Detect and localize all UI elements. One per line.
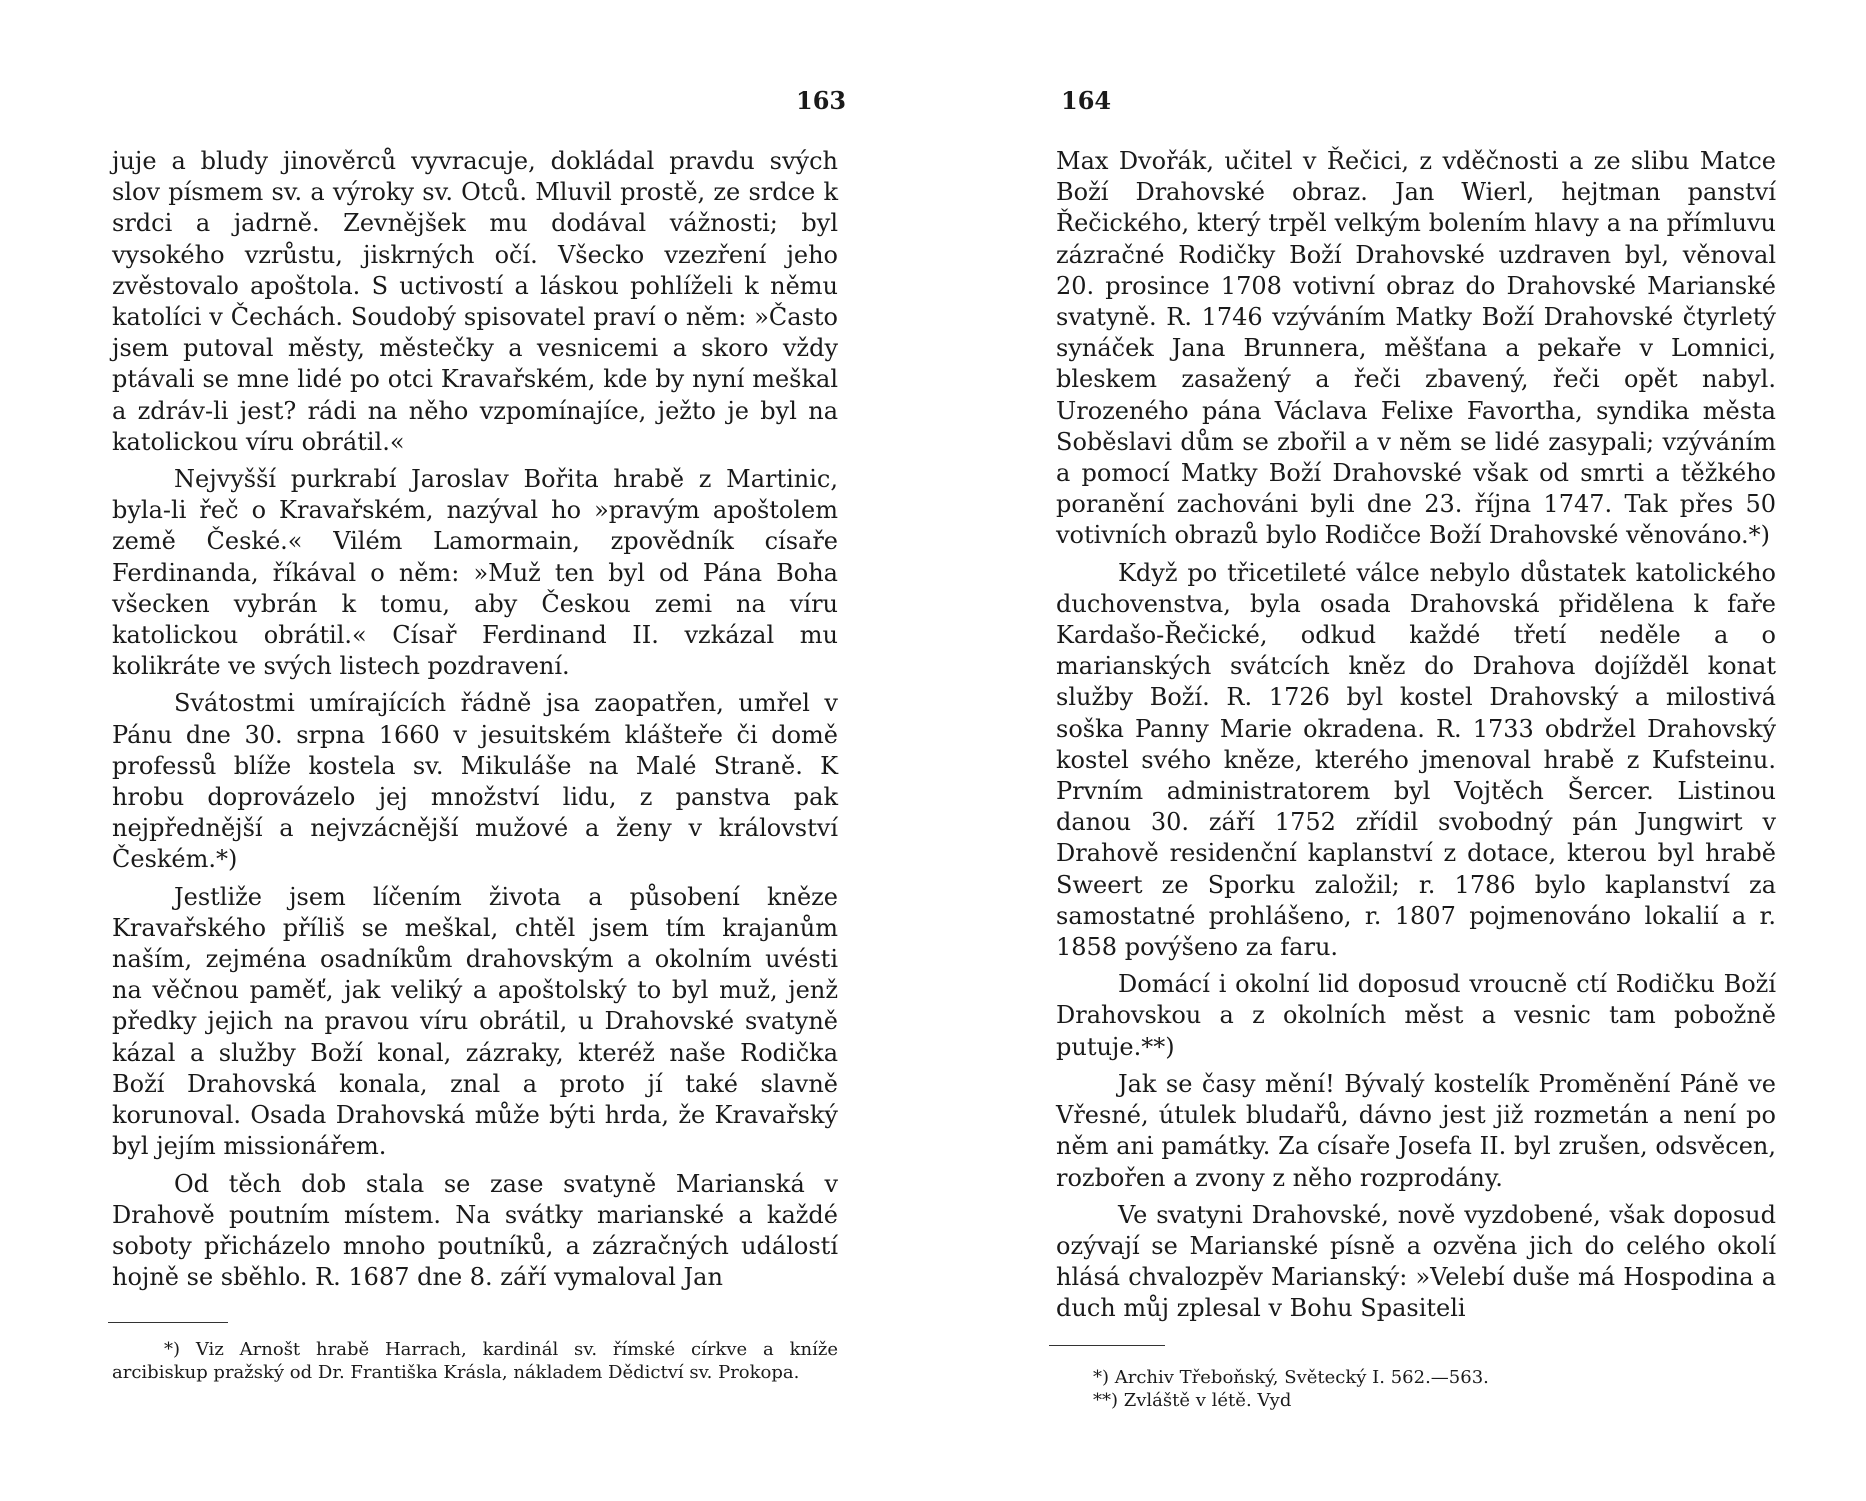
footnotes: [112, 1338, 838, 1384]
paragraph: Svátostmi umírajících řádně jsa zaopatřen, umřel v Pánu dne 30. srpna 1660 v jesuitském klášteře či domě professů blíže kostela sv. Mikuláše na Malé Straně. K hrobu doprovázelo jej množství lidu, z panstva pak nejpřednější a nejvzácnější mužové a ženy v království Českém.*): [112, 689, 838, 874]
paragraph: Nejvyšší purkrabí Jaroslav Bořita hrabě z Martinic, byla-li řeč o Kravařském, nazýval ho »pravým apoštolem země České.« Vilém Lamormain, zpovědník císaře Ferdinanda, říkával o něm: »Muž ten byl od Pána Boha všecken vybrán k tomu, aby Českou zemi na víru katolickou obrátil.« Císař Ferdinand II. vzkázal mu kolikráte ve svých listech pozdravení.: [112, 465, 838, 681]
footnotes: [1093, 1366, 1773, 1412]
footnote-divider: [108, 1322, 228, 1323]
page-number: 164: [1061, 86, 1112, 115]
paragraph: Když po třicetileté válce nebylo důstatek katolického duchovenstva, byla osada Drahovská přidělena k faře Kardašo-Řečické, odkud každé třetí neděle a o marianských svátcích kněz do Drahova dojížděl konat služby Boží. R. 1726 byl kostel Drahovský a milostivá soška Panny Marie okradena. R. 1733 obdržel Drahovský kostel svého kněze, kterého jmenoval hrabě z Kufsteinu. Prvním administratorem byl Vojtěch Šercer. Listinou danou 30. září 1752 zřídil svobodný pán Jungwirt v Drahově residenční kaplanství z dotace, kterou byl hrabě Sweert ze Sporku založil; r. 1786 bylo kaplanství za samostatné prohlášeno, r. 1807 pojmenováno lokalií a r. 1858 povýšeno za faru.: [1056, 558, 1776, 962]
paragraph: Max Dvořák, učitel v Řečici, z vděčnosti a ze slibu Matce Boží Drahovské obraz. Jan Wierl, hejtman panství Řečického, který trpěl velkým bolením hlavy a na přímluvu zázračné Rodičky Boží Drahovské uzdraven byl, věnoval 20. prosince 1708 votivní obraz do Drahovské Marianské svatyně. R. 1746 vzýváním Matky Boží Drahovské čtyrletý synáček Jana Brunnera, měšťana a pekaře v Lomnici, bleskem zasažený a řeči zbavený, řeči opět nabyl. Urozeného pána Václava Felixe Favortha, syndika města Soběslavi dům se zbořil a v něm se lidé zasypali; vzýváním a pomocí Matky Boží Drahovské však od smrti a těžkého poranění zachováni byli dne 23. října 1747. Tak přes 50 votivních obrazů bylo Rodičce Boží Drahovské věnováno.*): [1056, 147, 1776, 550]
body-text: [112, 146, 838, 1299]
paragraph: Domácí i okolní lid doposud vroucně ctí Rodičku Boží Drahovskou a z okolních měst a vesnic tam pobožně putuje.**): [1056, 970, 1776, 1061]
paragraph: Ve svatyni Drahovské, nově vyzdobené, však doposud ozývají se Marianské písně a ozvěna jich do celého okolí hlásá chvalozpěv Marianský: »Velebí duše má Hospodina a duch můj zplesal v Bohu Spasiteli: [1056, 1200, 1776, 1323]
right-page: [933, 0, 1866, 1501]
footnote-divider: [1049, 1345, 1165, 1346]
page-number: 163: [796, 86, 847, 115]
footnote: *) Viz Arnošt hrabě Harrach, kardinál sv. římské církve a kníže arcibiskup pražský od Dr. Františka Krásla, nákladem Dědictví sv. Prokopa.: [112, 1339, 838, 1383]
paragraph: juje a bludy jinověrců vyvracuje, dokládal pravdu svých slov písmem sv. a výroky sv. Otců. Mluvil prostě, ze srdce k srdci a jadrně. Zevnějšek mu dodával vážnosti; byl vysokého vzrůstu, jiskrných očí. Všecko vzezření jeho zvěstovalo apoštola. S uctivostí a láskou pohlíželi k němu katolíci v Čechách. Soudobý spisovatel praví o něm: »Často jsem putoval městy, městečky a vesnicemi a skoro vždy ptávali se mne lidé po otci Kravařském, kde by nyní meškal a zdráv-li jest? rádi na něho vzpomínajíce, ježto je byl na katolickou víru obrátil.«: [112, 147, 838, 456]
body-text: [1056, 146, 1776, 1331]
footnote: *) Archiv Třeboňský, Světecký I. 562.—563.: [1093, 1367, 1489, 1388]
paragraph: Od těch dob stala se zase svatyně Marianská v Drahově poutním místem. Na svátky marianské a každé soboty přicházelo mnoho poutníků, a zázračných událostí hojně se sběhlo. R. 1687 dne 8. září vymaloval Jan: [112, 1169, 838, 1292]
paragraph: Jak se časy mění! Bývalý kostelík Proměnění Páně ve Vřesné, útulek bludařů, dávno jest již rozmetán a není po něm ani památky. Za císaře Josefa II. byl zrušen, odsvěcen, rozbořen a zvony z něho rozprodány.: [1056, 1069, 1776, 1192]
paragraph: Jestliže jsem líčením života a působení kněze Kravařského příliš se meškal, chtěl jsem tím krajanům naším, zejména osadníkům drahovským a okolním uvésti na věčnou paměť, jak veliký a apoštolský to byl muž, jenž předky jejich na pravou víru obrátil, u Drahovské svatyně kázal a služby Boží konal, zázraky, kteréž naše Rodička Boží Drahovská konala, znal a proto jí také slavně korunoval. Osada Drahovská může býti hrda, že Kravařský byl jejím missionářem.: [112, 882, 838, 1161]
footnote: **) Zvláště v létě. Vyd: [1093, 1390, 1292, 1411]
